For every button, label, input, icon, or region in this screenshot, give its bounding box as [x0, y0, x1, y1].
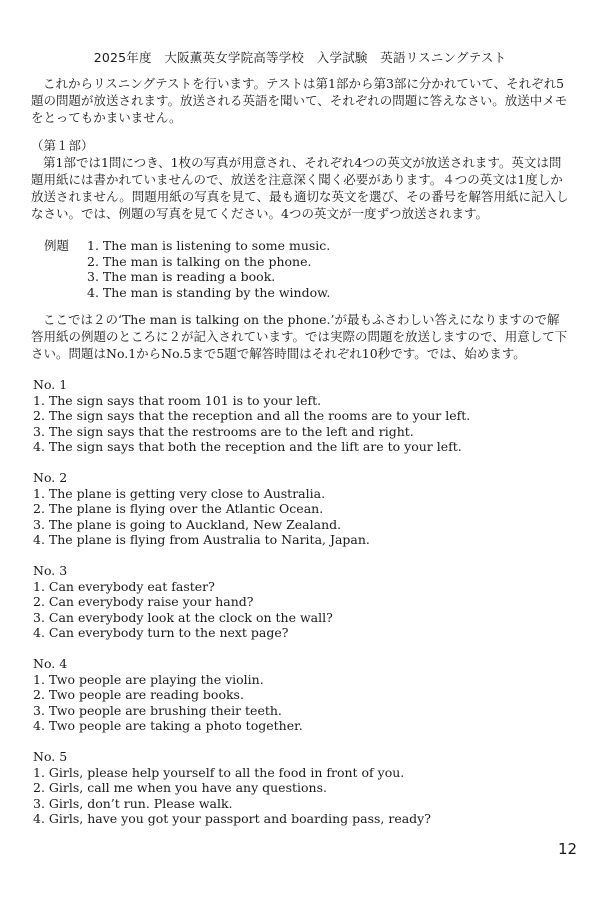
page-number: 12 — [558, 840, 578, 858]
question-option: 1. Girls, please help yourself to all the food in front of you. — [33, 764, 405, 780]
question-option: 2. Girls, call me when you have any questions. — [33, 780, 327, 795]
example-note — [31, 311, 571, 362]
question-option: 1. The plane is getting very close to Australia. — [33, 485, 326, 501]
example-option: 4. The man is standing by the window. — [87, 284, 331, 300]
example-option: 3. The man is reading a book. — [87, 269, 276, 284]
question-option: 4. Girls, have you got your passport and boarding pass, ready? — [33, 811, 431, 826]
question-option: 2. The plane is flying over the Atlantic Ocean. — [33, 501, 324, 516]
question-option: 2. Can everybody raise your hand? — [33, 594, 254, 609]
question-option: 3. The sign says that the restrooms are to the left and right. — [33, 423, 414, 439]
question-options — [33, 765, 573, 827]
question-heading: No. 5 — [33, 749, 68, 764]
question-option: 1. Two people are playing the violin. — [33, 671, 264, 687]
part1-instructions: 第1部では1問につき、1枚の写真が用意され、それぞれ4つの英文が放送されます。英文は問題用紙には書かれていませんので、放送を注意深く聞く必要があります。４つの英文は1度しか放送されません。問題用紙の写真を見て、最も適切な英文を選び、その番号を解答用紙に記入しなさい。では、例題の写真を見てください。4つの英文が一度ずつ放送されます。 — [31, 155, 569, 221]
question-no2 — [33, 470, 573, 548]
example-option: 2. The man is talking on the phone. — [87, 253, 312, 269]
example-label: 例題 — [44, 238, 70, 253]
question-option: 3. Can everybody look at the clock on the wall? — [33, 609, 333, 625]
question-options — [33, 486, 573, 548]
question-options — [33, 672, 573, 734]
question-options — [33, 393, 573, 455]
question-option: 3. Girls, don’t run. Please walk. — [33, 795, 233, 811]
intro-paragraph: これからリスニングテストを行います。テストは第1部から第3部に分かれていて、それぞれ5題の問題が放送されます。放送される英語を聞いて、それぞれの問題に答えなさい。放送中メモをとってもかまいません。 — [31, 76, 568, 125]
question-no3 — [33, 563, 573, 641]
question-option: 3. Two people are brushing their teeth. — [33, 702, 282, 718]
question-no1 — [33, 377, 573, 455]
question-heading: No. 4 — [33, 656, 68, 671]
example-option: 1. The man is listening to some music. — [87, 238, 331, 253]
question-heading: No. 3 — [33, 563, 68, 578]
question-option: 1. The sign says that room 101 is to your left. — [33, 392, 322, 408]
question-no5 — [33, 749, 573, 827]
question-option: 4. Can everybody turn to the next page? — [33, 625, 289, 640]
question-option: 2. The sign says that the reception and all the rooms are to your left. — [33, 408, 471, 423]
question-option: 3. The plane is going to Auckland, New Zealand. — [33, 516, 342, 532]
question-option: 4. The plane is flying from Australia to Narita, Japan. — [33, 532, 370, 547]
part1-section — [31, 137, 571, 222]
example-options — [87, 238, 547, 300]
example-note-paragraph: ここでは２の‘The man is talking on the phone.’が最もふさわしい答えになりますので解答用紙の例題のところに２が記入されています。では実際の問題を放送しますので、用意して下さい。問題はNo.1からNo.5まで5題で解答時間はそれぞれ10秒です。では、始めます。 — [31, 312, 568, 361]
intro-section — [31, 75, 571, 126]
question-no4 — [33, 656, 573, 734]
question-heading: No. 2 — [33, 470, 68, 485]
question-heading: No. 1 — [33, 377, 68, 392]
question-option: 4. The sign says that both the reception and the lift are to your left. — [33, 439, 462, 454]
question-option: 1. Can everybody eat faster? — [33, 578, 215, 594]
question-option: 2. Two people are reading books. — [33, 687, 244, 702]
question-options — [33, 579, 573, 641]
page-title: 2025年度 大阪薫英女学院高等学校 入学試験 英語リスニングテスト — [93, 50, 507, 65]
question-option: 4. Two people are taking a photo together. — [33, 718, 303, 733]
part1-heading: （第１部） — [31, 138, 94, 153]
